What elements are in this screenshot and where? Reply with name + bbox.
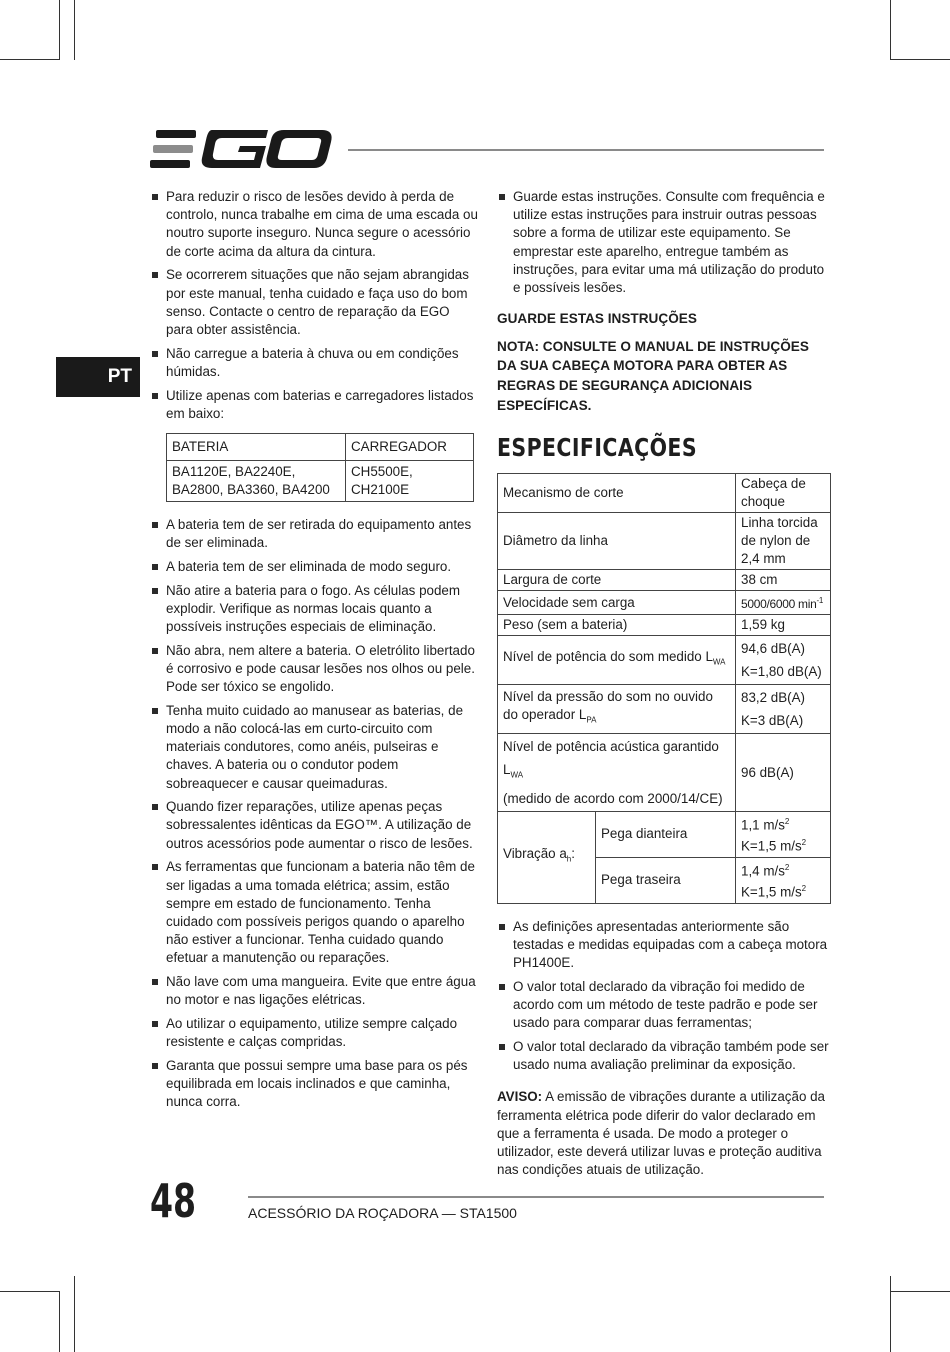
list-item: Guarde estas instruções. Consulte com frequência e utilize estas instruções para instruir outras pessoas sobre a forma de utilizar este equipamento. Se emprestar este aparelho, entregue também as instruções, para evitar uma má utilização do produto e possíveis lesões. xyxy=(497,188,831,297)
list-item: Se ocorrerem situações que não sejam abrangidas por este manual, tenha cuidado e faça uso do bom senso. Contacte o centro de reparação da EGO para obter assistência. xyxy=(150,266,478,339)
list-item: O valor total declarado da vibração foi medido de acordo com um método de teste padrão e pode ser usado para comparar duas ferramentas; xyxy=(497,978,831,1033)
bullet-icon xyxy=(499,984,505,990)
bullet-icon xyxy=(152,648,158,654)
list-item: Não atire a bateria para o fogo. As células podem explodir. Verifique as normas locais quanto a possíveis instruções especiais de eliminação. xyxy=(150,582,478,637)
table-header-charger: CARREGADOR xyxy=(346,433,474,460)
bullet-icon xyxy=(152,864,158,870)
warning-paragraph: AVISO: A emissão de vibrações durante a utilização da ferramenta elétrica pode diferir do valor declarado em que a ferramenta é usada. De modo a proteger o utilizador, este deverá utilizar luvas e proteção auditiva nas condições atuais de utilização. xyxy=(497,1089,826,1178)
list-item: As definições apresentadas anteriormente são testadas e medidas equipadas com a cabeça motora PH1400E. xyxy=(497,918,831,973)
spec-label: Peso (sem a bateria) xyxy=(498,615,736,636)
spec-label: Mecanismo de corte xyxy=(498,474,736,513)
bullet-icon xyxy=(152,1063,158,1069)
page-number: 48 xyxy=(150,1174,197,1228)
spec-sublabel: Pega dianteira xyxy=(596,811,736,857)
spec-label: Diâmetro da linha xyxy=(498,513,736,570)
spec-value: Cabeça de choque xyxy=(736,474,831,513)
list-item: Para reduzir o risco de lesões devido à perda de controlo, nunca trabalhe em cima de uma escada ou noutro suporte inseguro. Nunca segure o acessório de corte acima da altura da cintura. xyxy=(150,188,478,261)
list-item: As ferramentas que funcionam a bateria não têm de ser ligadas a uma tomada elétrica; assim, estão sempre em estado de funcionamento. Tenha cuidado com possíveis perigos quando o aparelho não estiver a funcionar. Tenha cuidado quando efetuar a manutenção ou reparações. xyxy=(150,858,478,967)
footer-rule xyxy=(248,1196,824,1198)
language-tab: PT xyxy=(56,357,140,397)
table-header-battery: BATERIA xyxy=(167,433,346,460)
table-row xyxy=(498,685,831,734)
list-item: Não carregue a bateria à chuva ou em condições húmidas. xyxy=(150,345,478,381)
bullet-icon xyxy=(152,564,158,570)
bullet-icon xyxy=(152,351,158,357)
spec-value: 83,2 dB(A) K=3 dB(A) xyxy=(736,685,831,734)
warning-label: AVISO: xyxy=(497,1089,543,1105)
crop-mark xyxy=(59,0,60,60)
bullet-icon xyxy=(152,272,158,278)
spec-value: 1,1 $m/s^2$ K=1,5 $m/s^2$ xyxy=(736,811,831,857)
list-item: Não lave com uma mangueira. Evite que entre água no motor e nas ligações elétricas. xyxy=(150,973,478,1009)
crop-mark xyxy=(890,1291,950,1292)
spec-value: 94,6 dB(A) K=1,80 dB(A) xyxy=(736,636,831,685)
specifications-title: ESPECIFICAÇÕES xyxy=(497,433,697,463)
ego-logo xyxy=(150,128,332,172)
spec-label: Nível de potência acústica garantido $L_{WA}$ (medido de acordo com 2000/14/CE) xyxy=(498,734,736,812)
crop-mark xyxy=(59,1291,60,1352)
table-row xyxy=(498,570,831,591)
crop-mark xyxy=(890,59,950,60)
table-row xyxy=(498,591,831,615)
bullet-icon xyxy=(152,1021,158,1027)
bullet-icon xyxy=(499,924,505,930)
spec-notes-list xyxy=(497,918,831,1075)
spec-value: 1,59 kg xyxy=(736,615,831,636)
spec-value: 5000/6000 $\min^{-1}$ xyxy=(736,591,831,615)
header-rule xyxy=(348,149,824,151)
table-row xyxy=(498,636,831,685)
bullet-icon xyxy=(152,522,158,528)
bullet-icon xyxy=(152,979,158,985)
spec-value: 1,4 $m/s^2$ K=1,5 $m/s^2$ xyxy=(736,857,831,903)
table-row xyxy=(498,513,831,570)
crop-mark xyxy=(0,1291,60,1292)
specifications-table xyxy=(497,473,831,904)
table-row xyxy=(498,474,831,513)
instructions-list xyxy=(497,188,831,297)
spec-value: 96 dB(A) xyxy=(736,734,831,812)
note-heading: NOTA: CONSULTE O MANUAL DE INSTRUÇÕES DA SUA CABEÇA MOTORA PARA OBTER AS REGRAS DE SEGURANÇA ADICIONAIS ESPECÍFICAS. xyxy=(497,338,809,413)
footer-title: ACESSÓRIO DA ROÇADORA — STA1500 xyxy=(248,1205,517,1221)
crop-mark xyxy=(890,1276,891,1352)
right-column xyxy=(497,188,831,1179)
spec-label: Largura de corte xyxy=(498,570,736,591)
list-item: O valor total declarado da vibração também pode ser usado numa avaliação preliminar da exposição. xyxy=(497,1038,831,1074)
safety-list-bottom xyxy=(150,516,478,1112)
bullet-icon xyxy=(152,588,158,594)
bullet-icon xyxy=(499,1044,505,1050)
table-row xyxy=(498,811,831,857)
list-item: Não abra, nem altere a bateria. O eletrólito libertado é corrosivo e pode causar lesões nos olhos ou pele. Pode ser tóxico se engolido. xyxy=(150,642,478,697)
list-item: A bateria tem de ser retirada do equipamento antes de ser eliminada. xyxy=(150,516,478,552)
list-item: Tenha muito cuidado ao manusear as baterias, de modo a não colocá-las em curto-circuito com materiais condutores, como anéis, pulseiras e chaves. A bateria ou o condutor podem sobreaquecer e causar queimaduras. xyxy=(150,702,478,793)
safety-list-top xyxy=(150,188,478,423)
table-row xyxy=(498,615,831,636)
bullet-icon xyxy=(152,393,158,399)
battery-charger-table xyxy=(166,433,474,502)
crop-mark xyxy=(74,0,75,60)
spec-label: Vibração $a_h$: xyxy=(498,811,596,903)
spec-label: Nível de potência do som medido $L_{WA}$ xyxy=(498,636,736,685)
crop-mark xyxy=(890,0,891,60)
left-column xyxy=(150,188,478,1117)
list-item: Garanta que possui sempre uma base para os pés equilibrada em locais inclinados e que caminha, nunca corra. xyxy=(150,1057,478,1112)
list-item: Ao utilizar o equipamento, utilize sempre calçado resistente e calças compridas. xyxy=(150,1015,478,1051)
spec-label: Nível da pressão do som no ouvido do operador $L_{PA}$ xyxy=(498,685,736,734)
crop-mark xyxy=(0,59,60,60)
spec-label: Velocidade sem carga xyxy=(498,591,736,615)
bullet-icon xyxy=(152,194,158,200)
list-item: A bateria tem de ser eliminada de modo seguro. xyxy=(150,558,478,576)
spec-value: 38 cm xyxy=(736,570,831,591)
table-row xyxy=(498,734,831,812)
spec-value: Linha torcida de nylon de 2,4 mm xyxy=(736,513,831,570)
list-item: Utilize apenas com baterias e carregadores listados em baixo: xyxy=(150,387,478,423)
save-instructions-heading: GUARDE ESTAS INSTRUÇÕES xyxy=(497,311,697,327)
crop-mark xyxy=(74,1276,75,1352)
bullet-icon xyxy=(152,708,158,714)
bullet-icon xyxy=(152,804,158,810)
list-item: Quando fizer reparações, utilize apenas peças sobressalentes idênticas da EGO™. A utilização de outros acessórios pode aumentar o risco de lesões. xyxy=(150,798,478,853)
bullet-icon xyxy=(499,194,505,200)
spec-sublabel: Pega traseira xyxy=(596,857,736,903)
table-cell-batteries: BA1120E, BA2240E, BA2800, BA3360, BA4200 xyxy=(167,460,346,501)
table-cell-chargers: CH5500E, CH2100E xyxy=(346,460,474,501)
